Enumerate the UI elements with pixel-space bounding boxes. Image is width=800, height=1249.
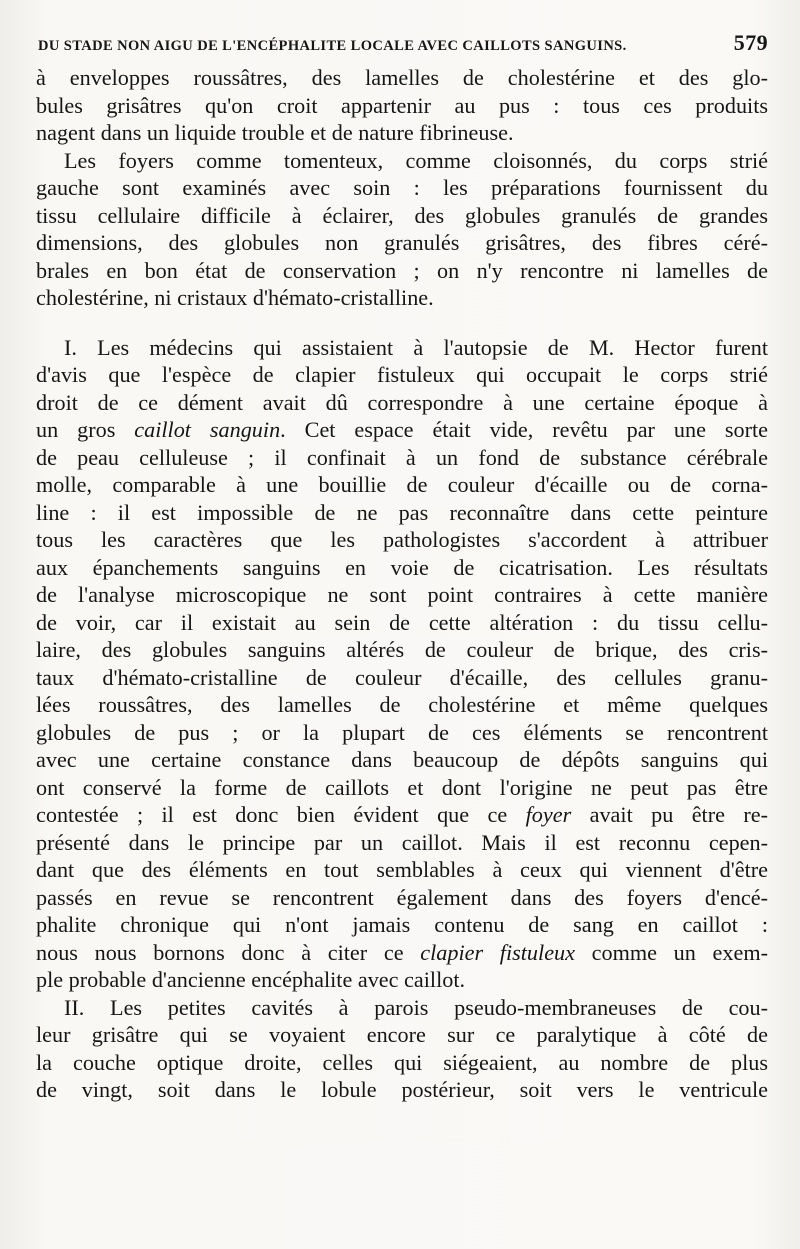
text-line: passés en revue se rencontrent également dans des foyers d'encé- [36, 884, 768, 910]
text-line: la couche optique droite, celles qui siégeaient, au nombre de plus [36, 1049, 768, 1075]
text-line: gauche sont examinés avec soin : les préparations fournissent du [36, 175, 768, 200]
italic-run: caillot sanguin [134, 417, 281, 442]
text-run: avait pu être re- [571, 802, 768, 827]
text-line: I. Les médecins qui assistaient à l'autopsie de M. Hector furent [64, 334, 768, 360]
text-line-mixed [36, 416, 768, 444]
text-line: cholestérine, ni cristaux d'hémato-cristalline. [36, 285, 434, 310]
text-run: contestée ; il est donc bien évident que ce [36, 802, 526, 827]
text-line: II. Les petites cavités à parois pseudo-membraneuses de cou- [64, 994, 768, 1020]
page-number: 579 [733, 30, 768, 55]
text-line: brales en bon état de conservation ; on n'y rencontre ni lamelles de [36, 257, 768, 283]
text-line: nagent dans un liquide trouble et de nature fibrineuse. [36, 120, 514, 145]
text-line: dant que des éléments en tout semblables à ceux qui viennent d'être [36, 857, 768, 882]
text-line: phalite chronique qui n'ont jamais contenu de sang en caillot : [36, 912, 768, 937]
text-line: ont conservé la forme de caillots et dont l'origine ne peut pas être [36, 774, 768, 800]
text-line: de vingt, soit dans le lobule postérieur, soit vers le ventricule [36, 1077, 768, 1102]
text-line: bules grisâtres qu'on croit appartenir au pus : tous ces produits [36, 92, 768, 118]
text-line: molle, comparable à une bouillie de couleur d'écaille ou de corna- [36, 472, 768, 497]
text-line-mixed [36, 939, 768, 967]
italic-run: foyer [525, 802, 572, 827]
text-line: droit de ce dément avait dû correspondre à une certaine époque à [36, 389, 768, 415]
text-line: tous les caractères que les pathologistes s'accordent à attribuer [36, 527, 768, 552]
text-line: de peau celluleuse ; il confinait à un fond de substance cérébrale [36, 444, 768, 470]
text-line: globules de pus ; or la plupart de ces éléments se rencontrent [36, 719, 768, 745]
text-run: nous nous bornons donc à citer ce [36, 939, 421, 965]
running-header [38, 30, 768, 64]
text-line: tissu cellulaire difficile à éclairer, des globules granulés de grandes [36, 202, 768, 228]
text-line: lées roussâtres, des lamelles de cholestérine et même quelques [36, 692, 768, 717]
paragraph-gap [36, 312, 768, 334]
text-line: ple probable d'ancienne encéphalite avec caillot. [36, 967, 466, 992]
text-line: Les foyers comme tomenteux, comme cloisonnés, du corps strié [64, 147, 768, 173]
text-line: à enveloppes roussâtres, des lamelles de cholestérine et des glo- [36, 65, 768, 90]
running-title: DU STADE NON AIGU DE L'ENCÉPHALITE LOCALE AVEC CAILLOTS SANGUINS. [38, 38, 627, 54]
text-line: aux épanchements sanguins en voie de cicatrisation. Les résultats [36, 554, 768, 580]
text-run: . Cet espace était vide, revêtu par une sorte [280, 417, 768, 442]
text-line: de voir, car il existait au sein de cette altération : du tissu cellu- [36, 609, 768, 635]
text-line: laire, des globules sanguins altérés de couleur de brique, des cris- [36, 637, 768, 662]
text-line: line : il est impossible de ne pas reconnaître dans cette peinture [36, 499, 768, 525]
italic-run: clapier fistuleux [420, 939, 575, 965]
text-line: avec une certaine constance dans beaucoup de dépôts sanguins qui [36, 747, 768, 772]
text-line: présenté dans le principe par un caillot. Mais il est reconnu cepen- [36, 829, 768, 855]
text-line: leur grisâtre qui se voyaient encore sur ce paralytique à côté de [36, 1022, 768, 1047]
text-run: comme un exem- [574, 939, 768, 965]
text-line: d'avis que l'espèce de clapier fistuleux qui occupait le corps strié [36, 362, 768, 387]
text-run: un gros [36, 417, 135, 442]
text-line: dimensions, des globules non granulés grisâtres, des fibres céré- [36, 230, 768, 255]
text-line-mixed [36, 801, 768, 829]
text-line: de l'analyse microscopique ne sont point contraires à cette manière [36, 582, 768, 607]
page-body [36, 64, 768, 1104]
text-line: taux d'hémato-cristalline de couleur d'écaille, des cellules granu- [36, 664, 768, 690]
